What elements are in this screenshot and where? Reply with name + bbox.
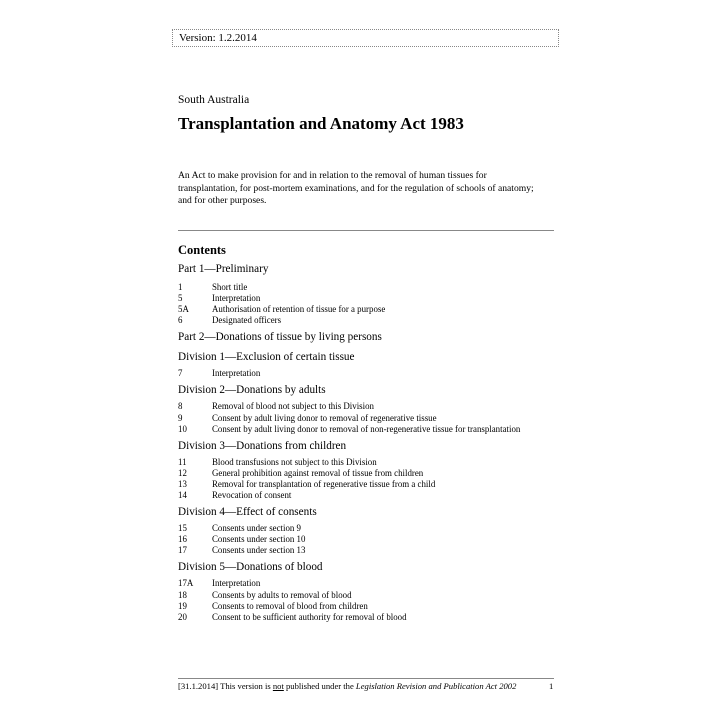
version-box xyxy=(172,29,559,47)
toc-entry[interactable] xyxy=(178,590,558,601)
toc-entry[interactable] xyxy=(178,601,558,612)
toc-entry-title: Authorisation of retention of tissue for a purpose xyxy=(212,304,386,315)
toc-entry[interactable] xyxy=(178,424,558,435)
toc-entry-title: Removal of blood not subject to this Division xyxy=(212,401,374,412)
toc-entry-title: Blood transfusions not subject to this Division xyxy=(212,456,377,467)
toc-entry-number: 13 xyxy=(178,478,187,489)
division-3-items xyxy=(178,457,558,501)
long-title: An Act to make provision for and in relation to the removal of human tissues for transplantation, for post-mortem examinations, and for the regulation of schools of anatomy; and for other purposes. xyxy=(178,170,534,206)
table-of-contents xyxy=(178,262,558,626)
toc-entry-title: Consents to removal of blood from children xyxy=(212,600,368,611)
toc-entry[interactable] xyxy=(178,479,558,490)
toc-entry[interactable] xyxy=(178,368,558,379)
toc-entry-title: Consents under section 13 xyxy=(212,545,306,556)
division-3-heading[interactable]: Division 3—Donations from children xyxy=(178,439,347,452)
toc-entry-title: Consent to be sufficient authority for removal of blood xyxy=(212,611,407,622)
toc-entry-number: 17 xyxy=(178,545,187,556)
footer-act-reference: Legislation Revision and Publication Act 2002 xyxy=(355,681,517,691)
division-5-heading[interactable]: Division 5—Donations of blood xyxy=(178,561,323,574)
part-1-heading[interactable]: Part 1—Preliminary xyxy=(178,263,269,275)
toc-entry[interactable] xyxy=(178,545,558,556)
toc-entry-title: Short title xyxy=(212,282,248,292)
toc-entry-number: 15 xyxy=(178,523,187,534)
act-title: Transplantation and Anatomy Act 1983 xyxy=(178,114,464,133)
toc-entry[interactable] xyxy=(178,578,558,589)
toc-entry-title: Removal for transplantation of regenerative tissue from a child xyxy=(212,478,436,489)
toc-entry-number: 14 xyxy=(178,490,187,501)
version-label: Version: 1.2.2014 xyxy=(179,32,257,44)
toc-entry[interactable] xyxy=(178,413,558,424)
toc-entry-number: 19 xyxy=(178,600,187,611)
toc-entry[interactable] xyxy=(178,523,558,534)
toc-entry-number: 5A xyxy=(178,304,189,315)
division-5-items xyxy=(178,578,558,622)
jurisdiction: South Australia xyxy=(178,94,250,106)
toc-entry[interactable] xyxy=(178,534,558,545)
toc-entry-title: Interpretation xyxy=(212,293,261,304)
toc-entry-number: 11 xyxy=(178,456,187,467)
toc-entry-number: 20 xyxy=(178,611,187,622)
toc-entry-number: 8 xyxy=(178,401,183,412)
division-1-heading[interactable]: Division 1—Exclusion of certain tissue xyxy=(178,351,355,364)
toc-entry-title: Designated officers xyxy=(212,315,282,326)
toc-entry-number: 10 xyxy=(178,423,187,434)
division-2-items xyxy=(178,401,558,434)
toc-entry-number: 6 xyxy=(178,315,183,326)
footer-text-mid: published under the xyxy=(283,681,356,691)
toc-entry-title: Consents by adults to removal of blood xyxy=(212,589,352,600)
toc-entry[interactable] xyxy=(178,315,558,326)
part-1-items xyxy=(178,282,558,326)
toc-entry-number: 12 xyxy=(178,467,187,478)
toc-entry-title: Consent by adult living donor to removal of non-regenerative tissue for transplantation xyxy=(212,423,521,434)
division-2-heading[interactable]: Division 2—Donations by adults xyxy=(178,384,326,397)
contents-heading: Contents xyxy=(178,243,226,257)
toc-entry[interactable] xyxy=(178,457,558,468)
toc-entry-number: 9 xyxy=(178,412,183,423)
toc-entry[interactable] xyxy=(178,282,558,293)
toc-entry[interactable] xyxy=(178,490,558,501)
footer-note xyxy=(178,681,554,692)
toc-entry-title: Interpretation xyxy=(212,368,261,379)
footer-date: [31.1.2014] xyxy=(178,681,219,691)
toc-entry-title: General prohibition against removal of tissue from children xyxy=(212,467,424,478)
header-divider xyxy=(178,230,554,231)
toc-entry-title: Consent by adult living donor to removal of regenerative tissue xyxy=(212,412,437,423)
toc-entry-number: 1 xyxy=(178,282,183,292)
toc-entry-number: 5 xyxy=(178,293,183,304)
division-4-heading[interactable]: Division 4—Effect of consents xyxy=(178,506,317,519)
toc-entry-number: 16 xyxy=(178,534,187,545)
toc-entry-number: 18 xyxy=(178,589,187,600)
footer-text-pre: This version is xyxy=(218,681,273,691)
toc-entry[interactable] xyxy=(178,293,558,304)
toc-entry[interactable] xyxy=(178,468,558,479)
toc-entry-title: Consents under section 9 xyxy=(212,523,301,534)
division-1-items xyxy=(178,368,558,379)
toc-entry[interactable] xyxy=(178,401,558,412)
toc-entry-title: Consents under section 10 xyxy=(212,534,306,545)
toc-entry-number: 7 xyxy=(178,368,183,379)
toc-entry[interactable] xyxy=(178,304,558,315)
page-number: 1 xyxy=(549,681,554,691)
toc-entry-title: Interpretation xyxy=(212,578,261,589)
division-4-items xyxy=(178,523,558,556)
part-2-heading[interactable]: Part 2—Donations of tissue by living persons xyxy=(178,331,382,344)
toc-entry[interactable] xyxy=(178,612,558,623)
toc-entry-number: 17A xyxy=(178,578,194,589)
footer-not-word: not xyxy=(272,681,284,691)
toc-entry-title: Revocation of consent xyxy=(212,490,292,501)
footer-divider xyxy=(178,678,554,679)
